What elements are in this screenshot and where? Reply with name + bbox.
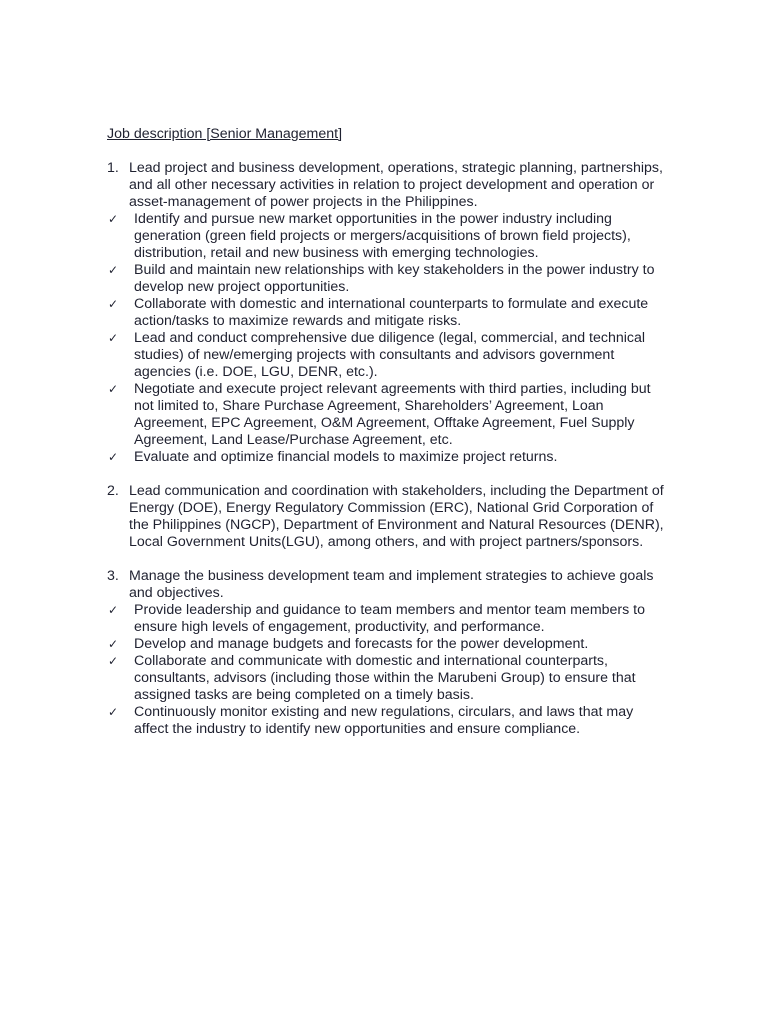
checklist-item [107,381,667,449]
checklist-item [107,262,667,296]
check-icon: ✓ [108,450,119,464]
check-icon: ✓ [108,212,119,226]
item-text: Lead project and business development, operations, strategic planning, partnerships, and all other necessary activities in relation to project development and operation or asset-management of power projects in the Philippines. [129,160,663,210]
checklist-item [107,636,667,653]
item-number: 1. [107,160,119,176]
checklist-item [107,602,667,636]
checklist [107,602,667,738]
checklist-item-text: Continuously monitor existing and new regulations, circulars, and laws that may affect the industry to identify new opportunities and ensure compliance. [134,704,634,737]
check-icon: ✓ [108,603,119,617]
checklist-item-text: Collaborate with domestic and international counterparts to formulate and execute action/tasks to maximize rewards and mitigate risks. [134,296,649,329]
checklist-item-text: Collaborate and communicate with domestic and international counterparts, consultants, advisors (including those within the Marubeni Group) to ensure that assigned tasks are being completed on a timely basis. [134,653,636,703]
check-icon: ✓ [108,637,119,651]
check-icon: ✓ [108,263,119,277]
checklist-item [107,296,667,330]
numbered-item [107,160,667,211]
document-title: Job description [Senior Management] [107,126,343,142]
item-number: 3. [107,568,119,584]
check-icon: ✓ [108,331,119,345]
checklist-item-text: Evaluate and optimize financial models to maximize project returns. [134,449,558,465]
section-2 [107,483,667,551]
section-1 [107,160,667,466]
checklist-item [107,211,667,262]
item-number: 2. [107,483,119,499]
checklist-item-text: Provide leadership and guidance to team members and mentor team members to ensure high levels of engagement, productivity, and performance. [134,602,646,635]
check-icon: ✓ [108,654,119,668]
checklist-item-text: Build and maintain new relationships with key stakeholders in the power industry to develop new project opportunities. [134,262,655,295]
check-icon: ✓ [108,297,119,311]
checklist-item-text: Negotiate and execute project relevant agreements with third parties, including but not limited to, Share Purchase Agreement, Shareholders’ Agreement, Loan Agreement, EPC Agreement, O&M Agreement, Offtake Agreement, Fuel Supply Agreement, Land Lease/Purchase Agreement, etc. [134,381,651,448]
section-3 [107,568,667,738]
document-body [107,126,667,755]
checklist-item [107,449,667,466]
checklist-item [107,653,667,704]
numbered-item [107,568,667,602]
check-icon: ✓ [108,382,119,396]
checklist-item-text: Develop and manage budgets and forecasts for the power development. [134,636,589,652]
checklist-item [107,330,667,381]
numbered-item [107,483,667,551]
checklist-item-text: Identify and pursue new market opportunities in the power industry including generation (green field projects or mergers/acquisitions of brown field projects), distribution, retail and new business with emerging technologies. [134,211,631,261]
item-text: Lead communication and coordination with stakeholders, including the Department of Energy (DOE), Energy Regulatory Commission (ERC), National Grid Corporation of the Philippines (NGCP), Department of Environment and Natural Resources (DENR), Local Government Units(LGU), among others, and with project partners/sponsors. [129,483,664,550]
checklist-item-text: Lead and conduct comprehensive due diligence (legal, commercial, and technical studies) of new/emerging projects with consultants and advisors government agencies (i.e. DOE, LGU, DENR, etc.). [134,330,646,380]
checklist-item [107,704,667,738]
check-icon: ✓ [108,705,119,719]
checklist [107,211,667,466]
item-text: Manage the business development team and implement strategies to achieve goals and objectives. [129,568,654,601]
